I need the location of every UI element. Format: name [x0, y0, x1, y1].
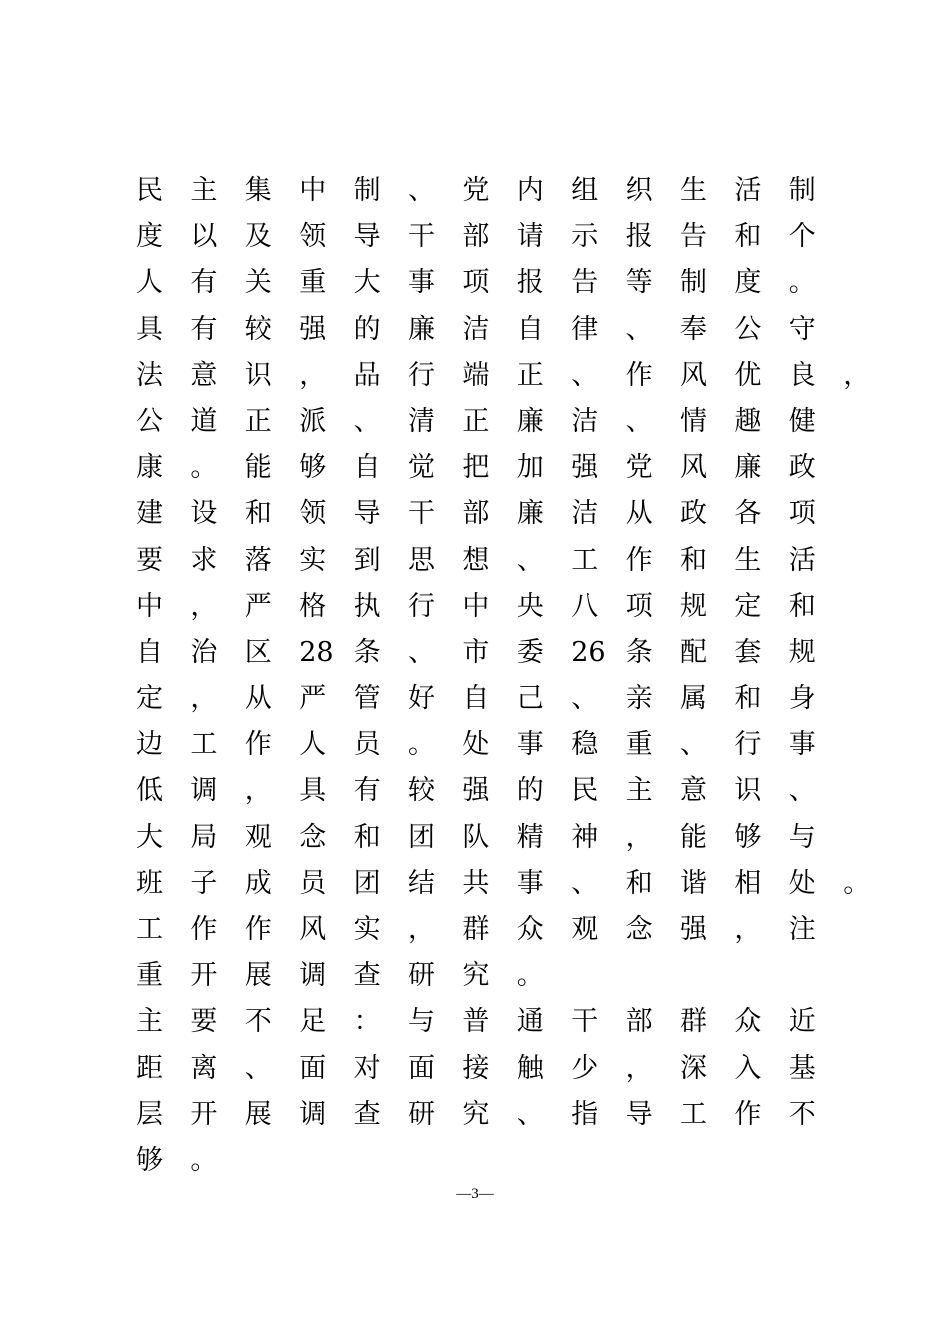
- text-char: 相: [734, 867, 762, 899]
- text-char: 28: [299, 636, 334, 668]
- text-char: 够: [299, 452, 327, 484]
- text-char: 守: [788, 313, 816, 345]
- text-line: [136, 722, 856, 768]
- text-line: [136, 445, 856, 491]
- text-char: 、: [244, 1052, 272, 1084]
- text-char: 区: [244, 636, 272, 668]
- text-char: ，: [408, 914, 435, 945]
- text-char: 织: [625, 175, 653, 206]
- text-char: 究: [462, 1098, 490, 1130]
- text-char: 条: [625, 636, 653, 668]
- text-char: 人: [299, 729, 327, 761]
- text-char: 条: [353, 636, 381, 668]
- text-char: 事: [408, 267, 435, 299]
- text-char: 派: [299, 405, 327, 437]
- text-char: 强: [680, 914, 707, 945]
- text-char: 共: [462, 867, 490, 899]
- text-char: 、: [571, 359, 599, 391]
- text-char: 接: [462, 1052, 490, 1084]
- text-char: 等: [625, 267, 653, 299]
- text-char: 导: [625, 1098, 653, 1130]
- text-char: 配: [680, 636, 707, 668]
- text-char: 自: [516, 313, 544, 345]
- text-char: 正: [462, 405, 490, 437]
- text-char: 结: [408, 867, 435, 899]
- text-char: 党: [625, 452, 653, 484]
- text-char: 规: [680, 590, 707, 622]
- text-char: 强: [299, 313, 327, 345]
- text-char: 作: [734, 1098, 762, 1130]
- text-char: 和: [353, 821, 381, 853]
- text-char: 请: [516, 221, 544, 253]
- text-char: 和: [625, 867, 653, 899]
- text-char: 。: [190, 1144, 218, 1176]
- page-number: —3—: [456, 1186, 494, 1202]
- text-char: 执: [353, 590, 381, 622]
- text-char: 洁: [571, 405, 599, 437]
- text-char: 委: [516, 636, 544, 668]
- text-char: 够: [136, 1144, 163, 1176]
- text-char: 干: [408, 221, 435, 253]
- text-char: 神: [571, 821, 599, 853]
- text-char: 精: [516, 821, 544, 853]
- text-char: 民: [571, 775, 599, 807]
- text-char: 事: [516, 729, 544, 761]
- text-char: 查: [353, 960, 381, 992]
- text-char: 廉: [734, 452, 762, 484]
- text-char: 市: [462, 636, 490, 668]
- text-char: 调: [299, 960, 327, 992]
- text-char: 管: [353, 683, 381, 715]
- text-char: 作: [625, 359, 653, 391]
- text-char: 调: [190, 775, 218, 807]
- text-line: [136, 953, 856, 999]
- text-char: 。: [843, 867, 871, 899]
- text-char: 格: [299, 590, 327, 622]
- text-char: ，: [625, 821, 653, 853]
- text-char: 有: [190, 313, 218, 345]
- text-char: 亲: [625, 683, 653, 715]
- text-char: 稳: [571, 729, 599, 761]
- text-char: 正: [516, 359, 544, 391]
- text-char: 风: [680, 359, 707, 391]
- text-char: 度: [734, 267, 762, 299]
- text-char: 对: [353, 1052, 381, 1084]
- text-char: 到: [353, 544, 381, 576]
- text-char: 、: [680, 729, 707, 761]
- text-char: 重: [136, 960, 163, 992]
- text-char: 与: [408, 1006, 435, 1038]
- text-char: 开: [190, 1098, 218, 1130]
- text-char: 群: [462, 914, 490, 945]
- text-char: 观: [244, 821, 272, 853]
- text-char: 人: [136, 267, 163, 299]
- text-char: 谐: [680, 867, 707, 899]
- text-char: 较: [244, 313, 272, 345]
- text-char: 部: [462, 221, 490, 253]
- text-char: 展: [244, 960, 272, 992]
- text-char: 查: [353, 1098, 381, 1130]
- text-char: 通: [516, 1006, 544, 1038]
- text-char: 奉: [680, 313, 707, 345]
- text-char: 设: [190, 498, 218, 530]
- text-char: 觉: [408, 452, 435, 484]
- text-char: 员: [299, 867, 327, 899]
- text-char: 及: [244, 221, 272, 253]
- text-char: 重: [625, 729, 653, 761]
- text-char: 离: [190, 1052, 218, 1084]
- text-char: 处: [788, 867, 816, 899]
- text-char: 强: [462, 775, 490, 807]
- text-char: ：: [353, 1006, 381, 1038]
- text-char: 从: [625, 498, 653, 530]
- text-char: 开: [190, 960, 218, 992]
- text-char: 够: [734, 821, 762, 853]
- text-char: 面: [299, 1052, 327, 1084]
- text-char: 律: [571, 313, 599, 345]
- text-char: 不: [788, 1098, 816, 1130]
- text-char: 班: [136, 867, 163, 899]
- text-char: 较: [408, 775, 435, 807]
- text-line: [136, 260, 856, 306]
- text-char: 子: [190, 867, 218, 899]
- text-char: 、: [516, 1098, 544, 1130]
- text-line: [136, 676, 856, 722]
- text-char: 洁: [571, 498, 599, 530]
- text-char: 治: [190, 636, 218, 668]
- text-line: [136, 768, 856, 814]
- text-char: 集: [244, 175, 272, 206]
- text-char: ，: [299, 359, 327, 391]
- text-char: 行: [734, 729, 762, 761]
- text-char: ，: [625, 1052, 653, 1084]
- text-char: 定: [734, 590, 762, 622]
- text-char: 行: [408, 359, 435, 391]
- text-char: 不: [244, 1006, 272, 1038]
- text-char: 、: [408, 175, 435, 206]
- text-char: 识: [244, 359, 272, 391]
- text-char: 正: [244, 405, 272, 437]
- text-char: 告: [680, 221, 707, 253]
- text-char: 具: [136, 313, 163, 345]
- text-char: 事: [516, 867, 544, 899]
- text-line: [136, 538, 856, 584]
- text-char: 告: [571, 267, 599, 299]
- text-char: 实: [353, 914, 381, 945]
- text-char: 团: [408, 821, 435, 853]
- text-char: 作: [244, 729, 272, 761]
- text-char: 端: [462, 359, 490, 391]
- text-char: 行: [408, 590, 435, 622]
- text-char: 大: [353, 267, 381, 299]
- text-char: 距: [136, 1052, 163, 1084]
- text-line: [136, 214, 856, 260]
- text-char: 生: [734, 544, 762, 576]
- text-char: 规: [788, 636, 816, 668]
- text-line: [136, 1046, 856, 1092]
- text-line: [136, 815, 856, 861]
- text-char: 度: [136, 221, 163, 253]
- text-char: 面: [408, 1052, 435, 1084]
- text-char: 工: [680, 1098, 707, 1130]
- text-char: 工: [190, 729, 218, 761]
- text-char: 少: [571, 1052, 599, 1084]
- text-char: 26: [571, 636, 606, 668]
- text-char: 制: [788, 175, 816, 206]
- text-char: 工: [571, 544, 599, 576]
- text-char: 事: [788, 729, 816, 761]
- text-char: 、: [408, 636, 435, 668]
- text-char: 项: [788, 498, 816, 530]
- text-char: 领: [299, 221, 327, 253]
- text-char: 调: [299, 1098, 327, 1130]
- text-line: [136, 630, 856, 676]
- text-char: 建: [136, 498, 163, 530]
- text-char: ，: [190, 590, 218, 622]
- text-char: 组: [571, 175, 599, 206]
- text-char: 要: [190, 1006, 218, 1038]
- text-char: 部: [625, 1006, 653, 1038]
- text-char: 念: [625, 914, 653, 945]
- text-char: ，: [244, 775, 272, 807]
- text-char: 深: [680, 1052, 707, 1084]
- text-char: 究: [462, 960, 490, 992]
- text-char: 重: [299, 267, 327, 299]
- text-char: 主: [136, 1006, 163, 1038]
- text-char: 风: [680, 452, 707, 484]
- text-char: 央: [516, 590, 544, 622]
- text-char: 干: [571, 1006, 599, 1038]
- text-char: 以: [190, 221, 218, 253]
- text-char: 主: [625, 775, 653, 807]
- text-char: ，: [734, 914, 762, 945]
- text-char: 实: [299, 544, 327, 576]
- text-char: 识: [734, 775, 762, 807]
- text-char: 属: [680, 683, 707, 715]
- text-char: 和: [244, 498, 272, 530]
- text-char: 求: [190, 544, 218, 576]
- text-char: 中: [136, 590, 163, 622]
- text-line: [136, 1138, 856, 1184]
- text-char: 党: [462, 175, 490, 206]
- text-char: 部: [462, 498, 490, 530]
- text-char: 群: [680, 1006, 707, 1038]
- text-line: [136, 491, 856, 537]
- text-char: 入: [734, 1052, 762, 1084]
- text-char: 能: [680, 821, 707, 853]
- text-char: 、: [571, 683, 599, 715]
- text-char: 低: [136, 775, 163, 807]
- text-char: 导: [353, 221, 381, 253]
- text-char: 、: [353, 405, 381, 437]
- text-char: 把: [462, 452, 490, 484]
- text-char: 项: [462, 267, 490, 299]
- text-char: 大: [136, 821, 163, 853]
- text-char: 队: [462, 821, 490, 853]
- text-char: 意: [680, 775, 707, 807]
- text-char: 工: [136, 914, 163, 945]
- text-char: 作: [190, 914, 218, 945]
- text-char: 清: [408, 405, 435, 437]
- text-char: 己: [516, 683, 544, 715]
- text-char: 制: [353, 175, 381, 206]
- text-char: 有: [353, 775, 381, 807]
- text-char: 法: [136, 359, 163, 391]
- text-char: 个: [788, 221, 816, 253]
- text-line: [136, 1092, 856, 1138]
- text-char: 与: [788, 821, 816, 853]
- text-char: 自: [462, 683, 490, 715]
- text-char: 众: [734, 1006, 762, 1038]
- text-char: 严: [299, 683, 327, 715]
- text-char: ，: [190, 683, 218, 715]
- text-char: 。: [516, 960, 544, 992]
- text-char: 和: [680, 544, 707, 576]
- text-char: 指: [571, 1098, 599, 1130]
- text-char: 的: [353, 313, 381, 345]
- text-line: [136, 307, 856, 353]
- text-line: [136, 584, 856, 630]
- text-char: 层: [136, 1098, 163, 1130]
- text-char: 、: [788, 775, 816, 807]
- text-char: 意: [190, 359, 218, 391]
- text-char: 示: [571, 221, 599, 253]
- text-char: 公: [136, 405, 163, 437]
- text-char: 展: [244, 1098, 272, 1130]
- text-char: 定: [136, 683, 163, 715]
- text-char: 制: [680, 267, 707, 299]
- text-char: 廉: [516, 405, 544, 437]
- text-char: 强: [571, 452, 599, 484]
- text-char: 中: [299, 175, 327, 206]
- text-char: 八: [571, 590, 599, 622]
- text-char: 能: [244, 452, 272, 484]
- text-char: 良: [788, 359, 816, 391]
- text-char: 报: [625, 221, 653, 253]
- text-line: [136, 861, 871, 907]
- text-char: 想: [462, 544, 490, 576]
- text-char: 作: [244, 914, 272, 945]
- text-char: 研: [408, 960, 435, 992]
- text-char: 品: [353, 359, 381, 391]
- text-char: 健: [788, 405, 816, 437]
- text-char: 内: [516, 175, 544, 206]
- text-char: 注: [788, 914, 816, 945]
- text-line: [136, 399, 856, 445]
- text-char: 团: [353, 867, 381, 899]
- text-char: 领: [299, 498, 327, 530]
- text-char: 局: [190, 821, 218, 853]
- text-char: 项: [625, 590, 653, 622]
- text-char: 和: [788, 590, 816, 622]
- text-char: 众: [516, 914, 544, 945]
- text-char: 政: [788, 452, 816, 484]
- text-char: 严: [244, 590, 272, 622]
- text-char: 导: [353, 498, 381, 530]
- text-char: 。: [408, 729, 435, 761]
- text-char: 边: [136, 729, 163, 761]
- text-char: 洁: [462, 313, 490, 345]
- text-char: 身: [788, 683, 816, 715]
- text-char: 各: [734, 498, 762, 530]
- text-char: 加: [516, 452, 544, 484]
- text-char: 思: [408, 544, 435, 576]
- text-char: 活: [734, 175, 762, 206]
- text-char: 政: [680, 498, 707, 530]
- text-char: 民: [136, 175, 163, 206]
- text-line: [136, 353, 871, 399]
- text-char: 具: [299, 775, 327, 807]
- text-char: 情: [680, 405, 707, 437]
- text-char: 研: [408, 1098, 435, 1130]
- text-char: 廉: [408, 313, 435, 345]
- text-char: ，: [843, 359, 871, 391]
- text-char: 有: [190, 267, 218, 299]
- text-char: 和: [734, 221, 762, 253]
- text-char: 的: [516, 775, 544, 807]
- text-char: 报: [516, 267, 544, 299]
- text-char: 成: [244, 867, 272, 899]
- text-char: 、: [516, 544, 544, 576]
- text-char: 观: [571, 914, 599, 945]
- text-char: 落: [244, 544, 272, 576]
- text-char: 、: [571, 867, 599, 899]
- text-char: 康: [136, 452, 163, 484]
- text-char: 触: [516, 1052, 544, 1084]
- text-char: 近: [788, 1006, 816, 1038]
- text-char: 关: [244, 267, 272, 299]
- text-char: 趣: [734, 405, 762, 437]
- text-char: 生: [680, 175, 707, 206]
- text-char: 道: [190, 405, 218, 437]
- text-char: 要: [136, 544, 163, 576]
- body-text: [136, 168, 871, 1184]
- text-line: [136, 168, 856, 214]
- text-char: 、: [625, 405, 653, 437]
- text-char: 套: [734, 636, 762, 668]
- text-char: 廉: [516, 498, 544, 530]
- text-char: 处: [462, 729, 490, 761]
- text-char: 足: [299, 1006, 327, 1038]
- text-line: [136, 999, 856, 1045]
- text-char: 活: [788, 544, 816, 576]
- text-line: [136, 907, 856, 953]
- text-char: 作: [625, 544, 653, 576]
- text-char: 干: [408, 498, 435, 530]
- text-char: 念: [299, 821, 327, 853]
- text-char: 好: [408, 683, 435, 715]
- text-char: 公: [734, 313, 762, 345]
- text-char: 优: [734, 359, 762, 391]
- text-char: 基: [788, 1052, 816, 1084]
- text-char: 、: [625, 313, 653, 345]
- text-char: 中: [462, 590, 490, 622]
- text-char: 员: [353, 729, 381, 761]
- text-char: 普: [462, 1006, 490, 1038]
- text-char: 主: [190, 175, 218, 206]
- text-char: 。: [788, 267, 816, 299]
- text-char: 自: [353, 452, 381, 484]
- text-char: 。: [190, 452, 218, 484]
- text-char: 和: [734, 683, 762, 715]
- text-char: 从: [244, 683, 272, 715]
- text-char: 风: [299, 914, 327, 945]
- text-char: 自: [136, 636, 163, 668]
